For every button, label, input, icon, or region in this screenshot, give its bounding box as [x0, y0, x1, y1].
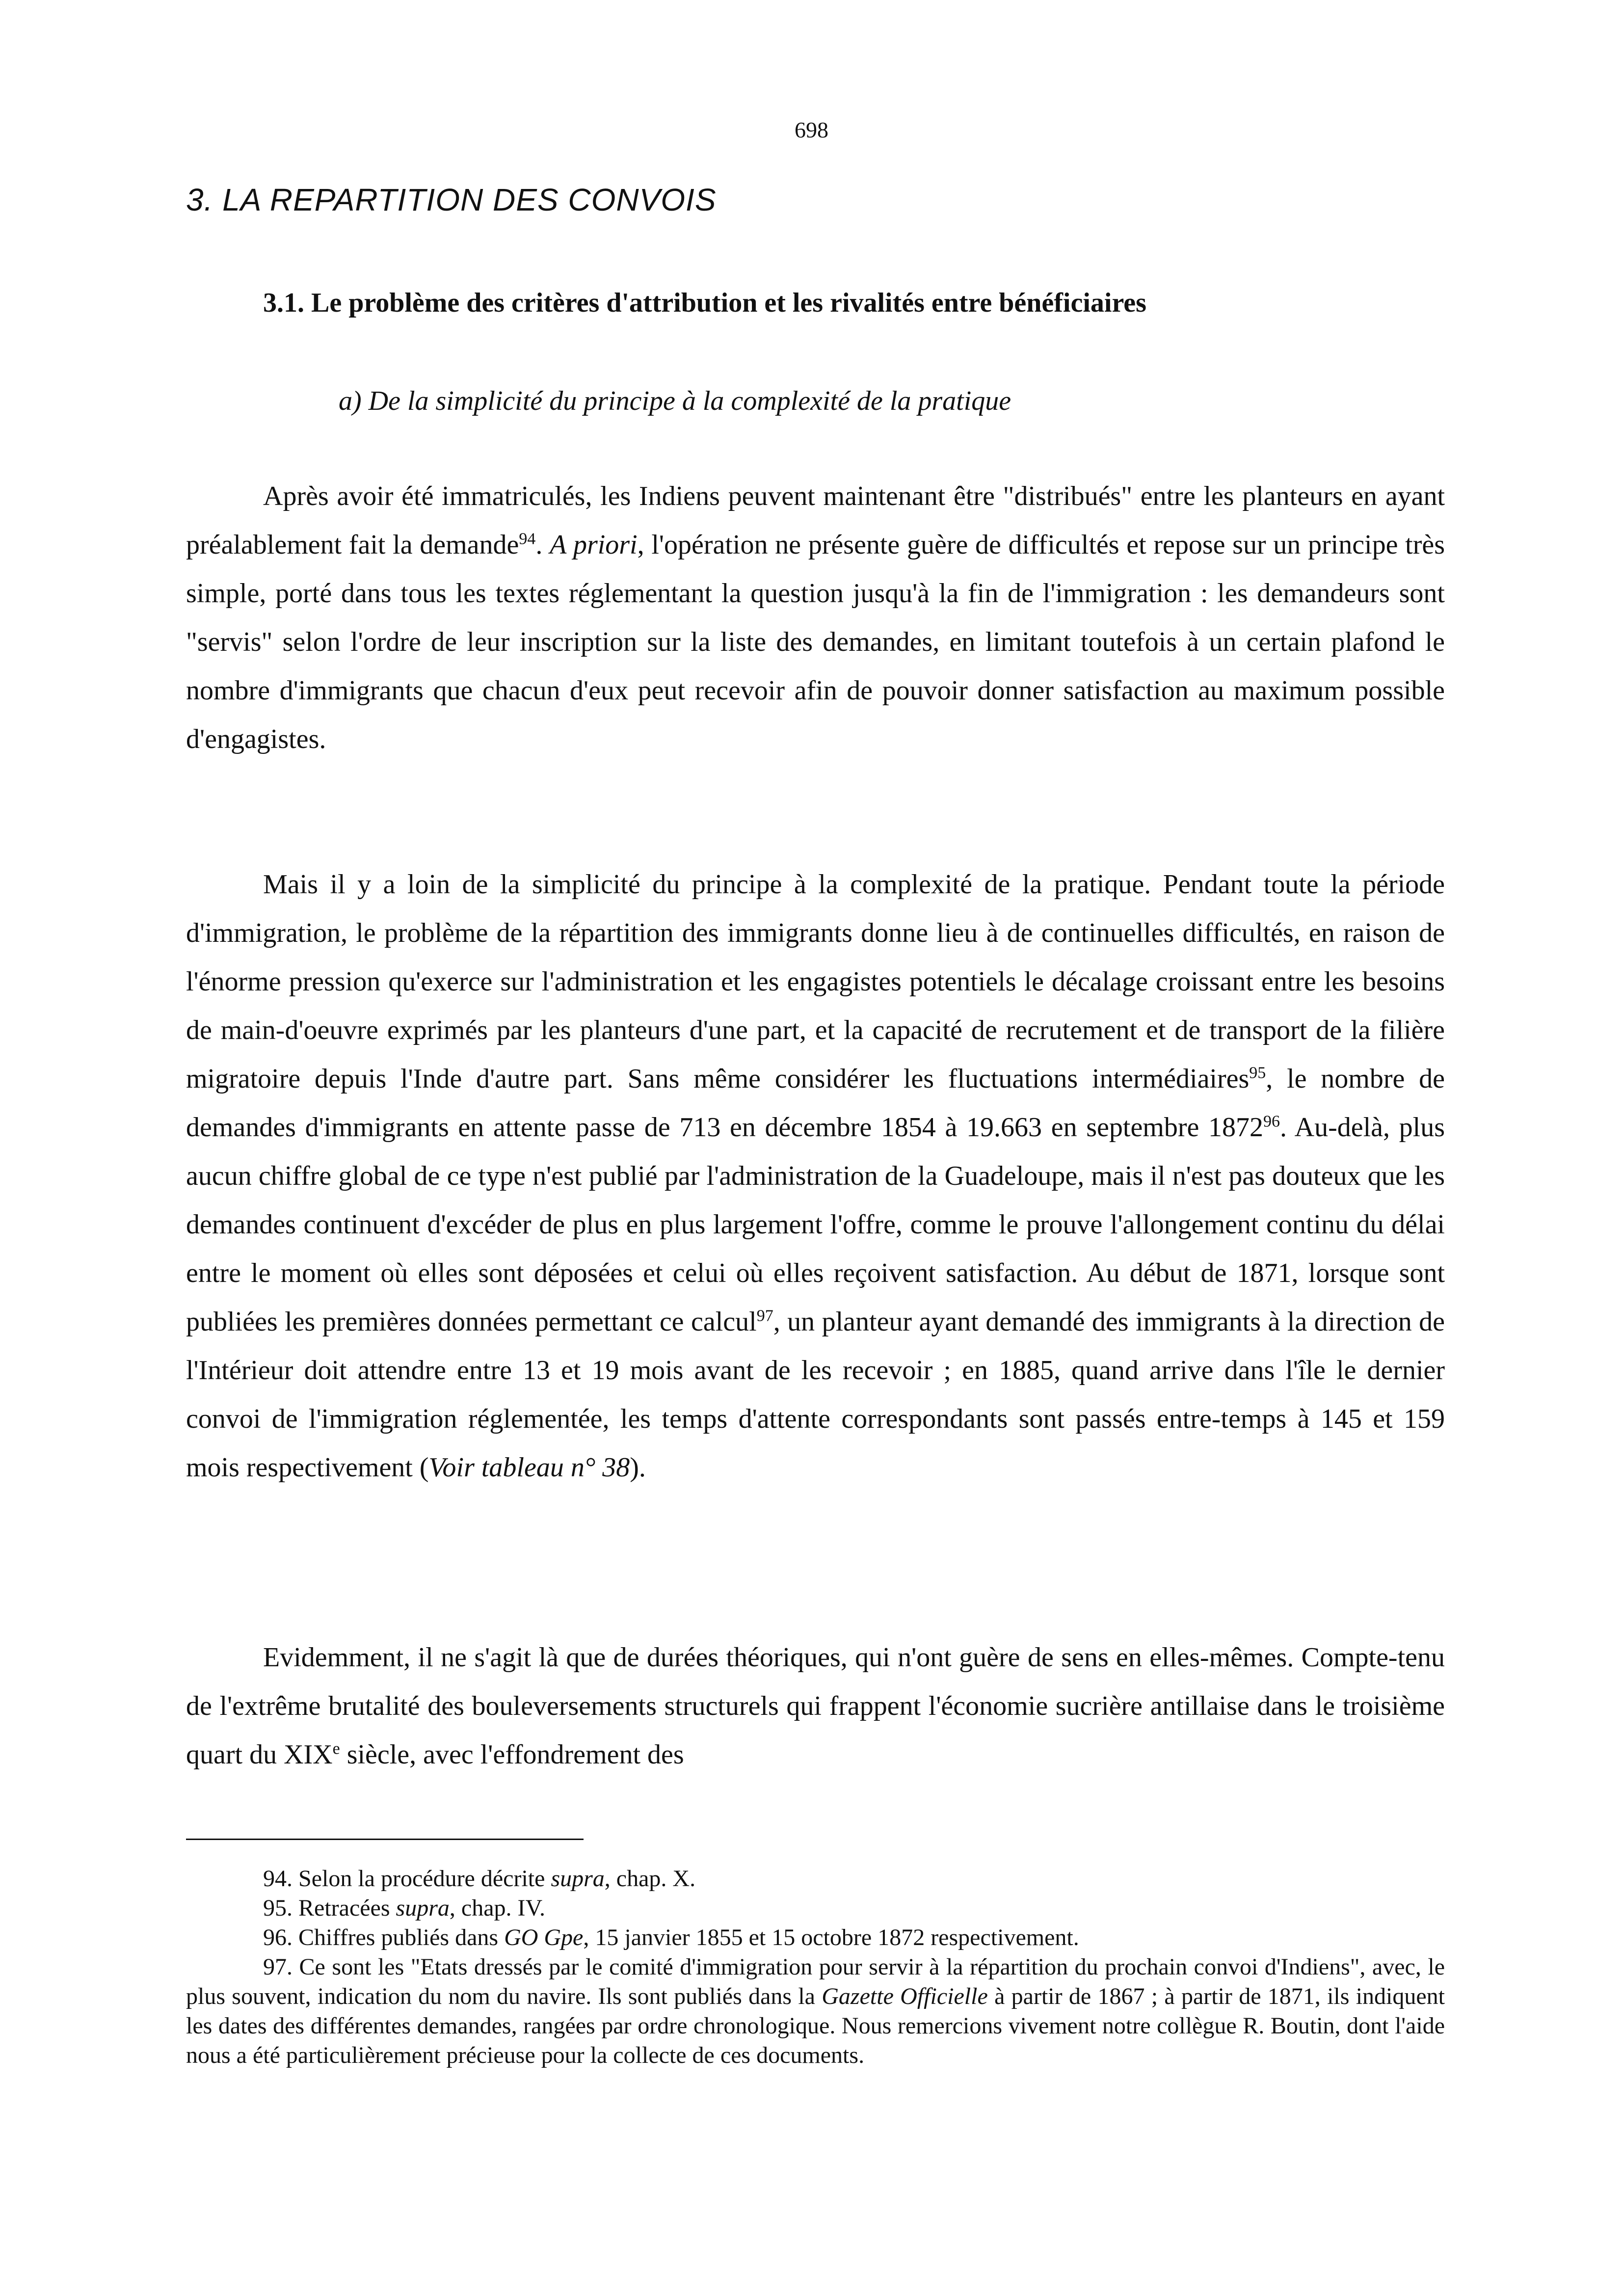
text-run: , le nombre de demandes d'immigrants en attente passe de 713 en décembre 1854 à 19.663 en septembre 1872 [186, 1064, 1445, 1143]
text-run: . [535, 530, 550, 560]
text-run: 97. Ce sont les "Etats dressés par le comité d'immigration pour servir à la répartition du prochain convoi d'Indiens", avec, le plus souvent, indication du nom du navire. Ils sont publiés dans la [186, 1954, 1445, 2009]
footnotes [186, 1855, 1445, 2070]
italic-text: Gazette Officielle [822, 1983, 988, 2009]
footnote-95 [186, 1894, 1445, 1923]
text-run: , chap. X. [604, 1866, 696, 1892]
text-run: à partir de 1867 ; à partir de 1871, ils indiquent les dates des différentes demandes, rangées par ordre chronologique. Nous remercions vivement notre collègue R. Boutin, dont l'aide nous a été particulièrement précieuse pour la collecte de ces documents. [186, 1983, 1445, 2068]
footnote-96 [186, 1923, 1445, 1952]
paragraph-text [186, 1633, 1445, 1779]
paragraph-1 [186, 472, 1445, 764]
paragraph-text [186, 860, 1445, 1492]
italic-text: supra [396, 1895, 450, 1921]
section-title: 3. LA REPARTITION DES CONVOIS [186, 182, 717, 217]
paragraph-text [186, 472, 1445, 764]
text-run: Evidemment, il ne s'agit là que de durées théoriques, qui n'ont guère de sens en elles-mêmes. Compte-tenu de l'extrême brutalité des bouleversements structurels qui frappent l'économie sucrière antillaise dans le troisième quart du XIX [186, 1642, 1445, 1770]
text-run: 95. Retracées [263, 1895, 396, 1921]
text-run: ). [630, 1452, 646, 1483]
superscript-e: e [332, 1739, 340, 1758]
text-run: , un planteur ayant demandé des immigrants à la direction de l'Intérieur doit attendre entre 13 et 19 mois avant de les recevoir ; en 1885, quand arrive dans l'île le dernier convoi de l'immigration réglementée, les temps d'attente correspondants sont passés entre-temps à 145 et 159 mois respectivement ( [186, 1307, 1445, 1483]
footnote-ref-96[interactable]: 96 [1263, 1112, 1280, 1131]
footnote-97 [186, 1952, 1445, 2070]
text-run: Mais il y a loin de la simplicité du principe à la complexité de la pratique. Pendant toute la période d'immigration, le problème de la répartition des immigrants donne lieu à de continuelles difficultés, en raison de l'énorme pression qu'exerce sur l'administration et les engagistes potentiels le décalage croissant entre les besoins de main-d'oeuvre exprimés par les planteurs d'une part, et la capacité de recrutement et de transport de la filière migratoire depuis l'Inde d'autre part. Sans même considérer les fluctuations intermédiaires [186, 869, 1445, 1094]
paragraph-2 [186, 860, 1445, 1492]
italic-text: GO Gpe [504, 1924, 584, 1950]
text-run: , 15 janvier 1855 et 15 octobre 1872 respectivement. [583, 1924, 1079, 1950]
footnote-ref-94[interactable]: 94 [519, 530, 536, 548]
text-run: , chap. IV. [449, 1895, 545, 1921]
paragraph-3 [186, 1633, 1445, 1779]
footnote-ref-97[interactable]: 97 [756, 1307, 773, 1325]
text-run: 94. Selon la procédure décrite [263, 1866, 551, 1892]
text-run: siècle, avec l'effondrement des [340, 1739, 684, 1770]
subsubsection-title: a) De la simplicité du principe à la complexité de la pratique [339, 386, 1011, 416]
footnote-ref-95[interactable]: 95 [1249, 1064, 1266, 1082]
italic-text: supra [551, 1866, 605, 1892]
text-run: 96. Chiffres publiés dans [263, 1924, 505, 1950]
text-run: . Au-delà, plus aucun chiffre global de ce type n'est publié par l'administration de la Guadeloupe, mais il n'est pas douteux que les demandes continuent d'excéder de plus en plus largement l'offre, comme le prouve l'allongement continu du délai entre le moment où elles sont déposées et celui où elles reçoivent satisfaction. Au début de 1871, lorsque sont publiées les premières données permettant ce calcul [186, 1112, 1445, 1337]
footnote-94 [186, 1864, 1445, 1894]
text-run: Après avoir été immatriculés, les Indiens peuvent maintenant être "distribués" entre les planteurs en ayant préalablement fait la demande [186, 481, 1445, 560]
page-number: 698 [795, 117, 828, 142]
footnote-separator [186, 1839, 584, 1840]
subsection-title: 3.1. Le problème des critères d'attribution et les rivalités entre bénéficiaires [263, 288, 1146, 318]
italic-text: A priori [550, 530, 638, 560]
italic-text: Voir tableau n° 38 [428, 1452, 630, 1483]
text-run: , l'opération ne présente guère de difficultés et repose sur un principe très simple, porté dans tous les textes réglementant la question jusqu'à la fin de l'immigration : les demandeurs sont "servis" selon l'ordre de leur inscription sur la liste des demandes, en limitant toutefois à un certain plafond le nombre d'immigrants que chacun d'eux peut recevoir afin de pouvoir donner satisfaction au maximum possible d'engagistes. [186, 530, 1445, 754]
